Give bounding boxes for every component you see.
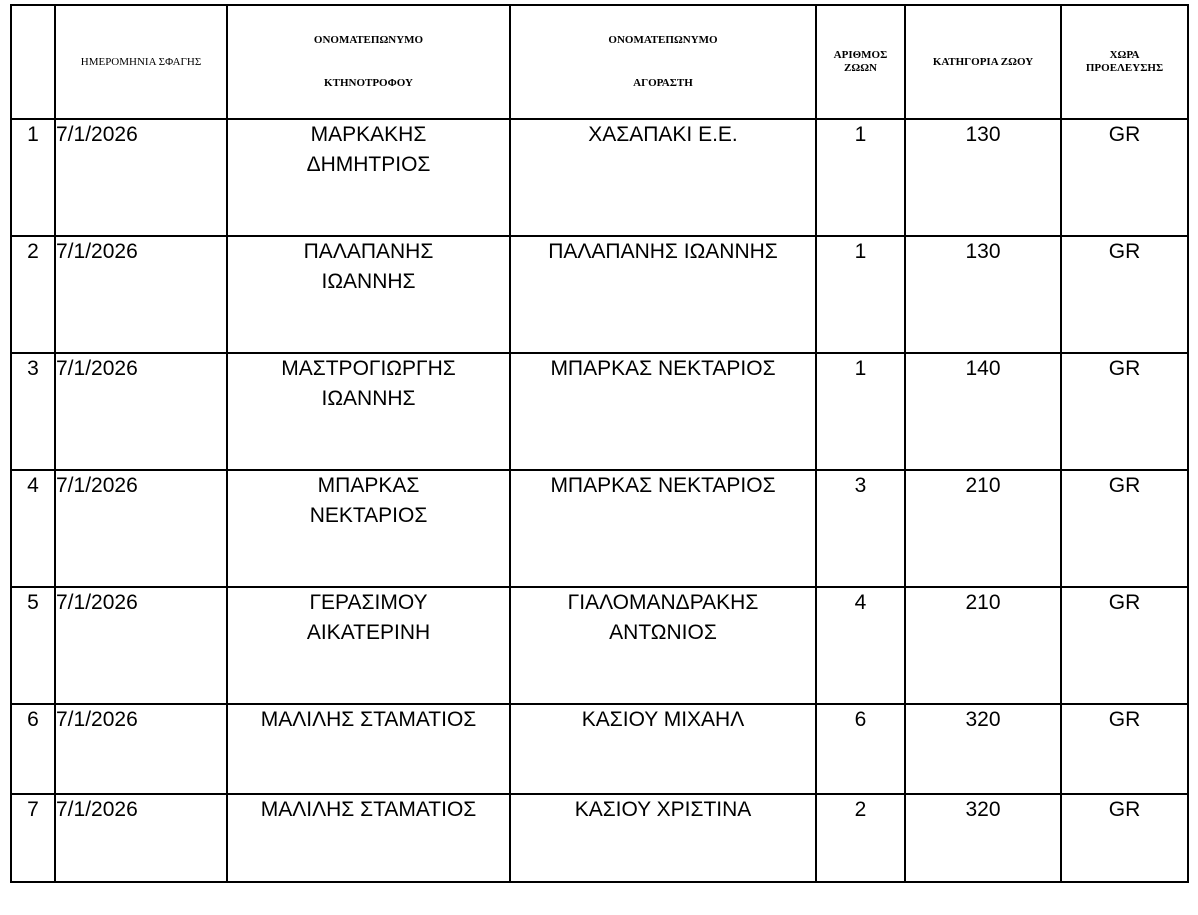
table-row: [11, 119, 1188, 236]
row-date: 7/1/2026: [55, 587, 227, 704]
breeder-line1: ΜΑΡΚΑΚΗΣ: [310, 123, 427, 146]
row-breeder: [227, 794, 510, 882]
row-country: GR: [1061, 587, 1188, 704]
header-buyer-line1: ΟΝΟΜΑΤΕΠΩΝΥΜΟ: [608, 34, 718, 46]
header-buyer-line2: ΑΓΟΡΑΣΤΗ: [633, 77, 693, 89]
row-country: GR: [1061, 794, 1188, 882]
row-category: 130: [905, 236, 1061, 353]
header-count-line2: ΖΩΩΝ: [844, 62, 877, 74]
breeder-line2: ΑΙΚΑΤΕΡΙΝΗ: [306, 621, 431, 644]
header-country: [1061, 5, 1188, 119]
header-count: [816, 5, 905, 119]
buyer-line1: ΚΑΣΙΟΥ ΧΡΙΣΤΙΝΑ: [574, 798, 752, 821]
row-country: GR: [1061, 353, 1188, 470]
breeder-line2: ΔΗΜΗΤΡΙΟΣ: [306, 153, 431, 176]
table-row: [11, 704, 1188, 794]
buyer-line2: ΑΝΤΩΝΙΟΣ: [609, 621, 717, 644]
buyer-line1: ΜΠΑΡΚΑΣ ΝΕΚΤΑΡΙΟΣ: [550, 357, 776, 380]
row-date: 7/1/2026: [55, 704, 227, 794]
row-index: 4: [11, 470, 55, 587]
row-count: 3: [816, 470, 905, 587]
row-date: 7/1/2026: [55, 470, 227, 587]
table-row: [11, 353, 1188, 470]
header-index: [11, 5, 55, 119]
breeder-line1: ΠΑΛΑΠΑΝΗΣ: [303, 240, 434, 263]
row-category: 210: [905, 587, 1061, 704]
header-breeder-line2: ΚΤΗΝΟΤΡΟΦΟΥ: [324, 77, 413, 89]
row-country: GR: [1061, 704, 1188, 794]
table-row: [11, 794, 1188, 882]
row-breeder: [227, 704, 510, 794]
breeder-line1: ΜΑΣΤΡΟΓΙΩΡΓΗΣ: [281, 357, 456, 380]
row-buyer: [510, 236, 816, 353]
table-row: [11, 236, 1188, 353]
row-count: 4: [816, 587, 905, 704]
row-buyer: [510, 704, 816, 794]
row-buyer: [510, 353, 816, 470]
breeder-line1: ΜΑΛΙΛΗΣ ΣΤΑΜΑΤΙΟΣ: [260, 798, 477, 821]
row-category: 320: [905, 704, 1061, 794]
buyer-line1: ΜΠΑΡΚΑΣ ΝΕΚΤΑΡΙΟΣ: [550, 474, 776, 497]
header-country-line2: ΠΡΟΕΛΕΥΣΗΣ: [1085, 62, 1164, 74]
row-country: GR: [1061, 236, 1188, 353]
row-category: 210: [905, 470, 1061, 587]
breeder-line2: ΙΩΑΝΝΗΣ: [321, 387, 416, 410]
row-buyer: [510, 470, 816, 587]
row-index: 6: [11, 704, 55, 794]
header-breeder: [227, 5, 510, 119]
row-breeder: [227, 353, 510, 470]
row-buyer: [510, 587, 816, 704]
header-count-line1: ΑΡΙΘΜΟΣ: [833, 49, 888, 61]
breeder-line1: ΜΑΛΙΛΗΣ ΣΤΑΜΑΤΙΟΣ: [260, 708, 477, 731]
row-category: 130: [905, 119, 1061, 236]
row-breeder: [227, 119, 510, 236]
row-country: GR: [1061, 119, 1188, 236]
row-index: 5: [11, 587, 55, 704]
row-breeder: [227, 236, 510, 353]
row-count: 1: [816, 236, 905, 353]
row-date: 7/1/2026: [55, 353, 227, 470]
breeder-line1: ΓΕΡΑΣΙΜΟΥ: [309, 591, 428, 614]
header-date: ΗΜΕΡΟΜΗΝΙΑ ΣΦΑΓΗΣ: [55, 5, 227, 119]
row-breeder: [227, 587, 510, 704]
row-buyer: [510, 794, 816, 882]
row-category: 320: [905, 794, 1061, 882]
row-count: 1: [816, 353, 905, 470]
table-row: [11, 470, 1188, 587]
row-count: 1: [816, 119, 905, 236]
row-count: 6: [816, 704, 905, 794]
buyer-line1: ΚΑΣΙΟΥ ΜΙΧΑΗΛ: [581, 708, 745, 731]
buyer-line1: ΓΙΑΛΟΜΑΝΔΡΑΚΗΣ: [567, 591, 759, 614]
buyer-line1: ΠΑΛΑΠΑΝΗΣ ΙΩΑΝΝΗΣ: [548, 240, 778, 263]
header-row: [11, 5, 1188, 119]
header-buyer: [510, 5, 816, 119]
table-row: [11, 587, 1188, 704]
row-category: 140: [905, 353, 1061, 470]
breeder-line2: ΙΩΑΝΝΗΣ: [321, 270, 416, 293]
row-index: 2: [11, 236, 55, 353]
row-buyer: [510, 119, 816, 236]
row-date: 7/1/2026: [55, 236, 227, 353]
header-category: ΚΑΤΗΓΟΡΙΑ ΖΩΟΥ: [905, 5, 1061, 119]
header-country-line1: ΧΩΡΑ: [1109, 49, 1140, 61]
row-index: 7: [11, 794, 55, 882]
row-date: 7/1/2026: [55, 794, 227, 882]
header-breeder-line1: ΟΝΟΜΑΤΕΠΩΝΥΜΟ: [313, 34, 424, 46]
breeder-line1: ΜΠΑΡΚΑΣ: [317, 474, 420, 497]
row-country: GR: [1061, 470, 1188, 587]
row-date: 7/1/2026: [55, 119, 227, 236]
row-index: 3: [11, 353, 55, 470]
row-count: 2: [816, 794, 905, 882]
breeder-line2: ΝΕΚΤΑΡΙΟΣ: [309, 504, 428, 527]
buyer-line1: ΧΑΣΑΠΑΚΙ Ε.Ε.: [588, 123, 738, 146]
row-index: 1: [11, 119, 55, 236]
row-breeder: [227, 470, 510, 587]
slaughter-table: [10, 4, 1189, 883]
